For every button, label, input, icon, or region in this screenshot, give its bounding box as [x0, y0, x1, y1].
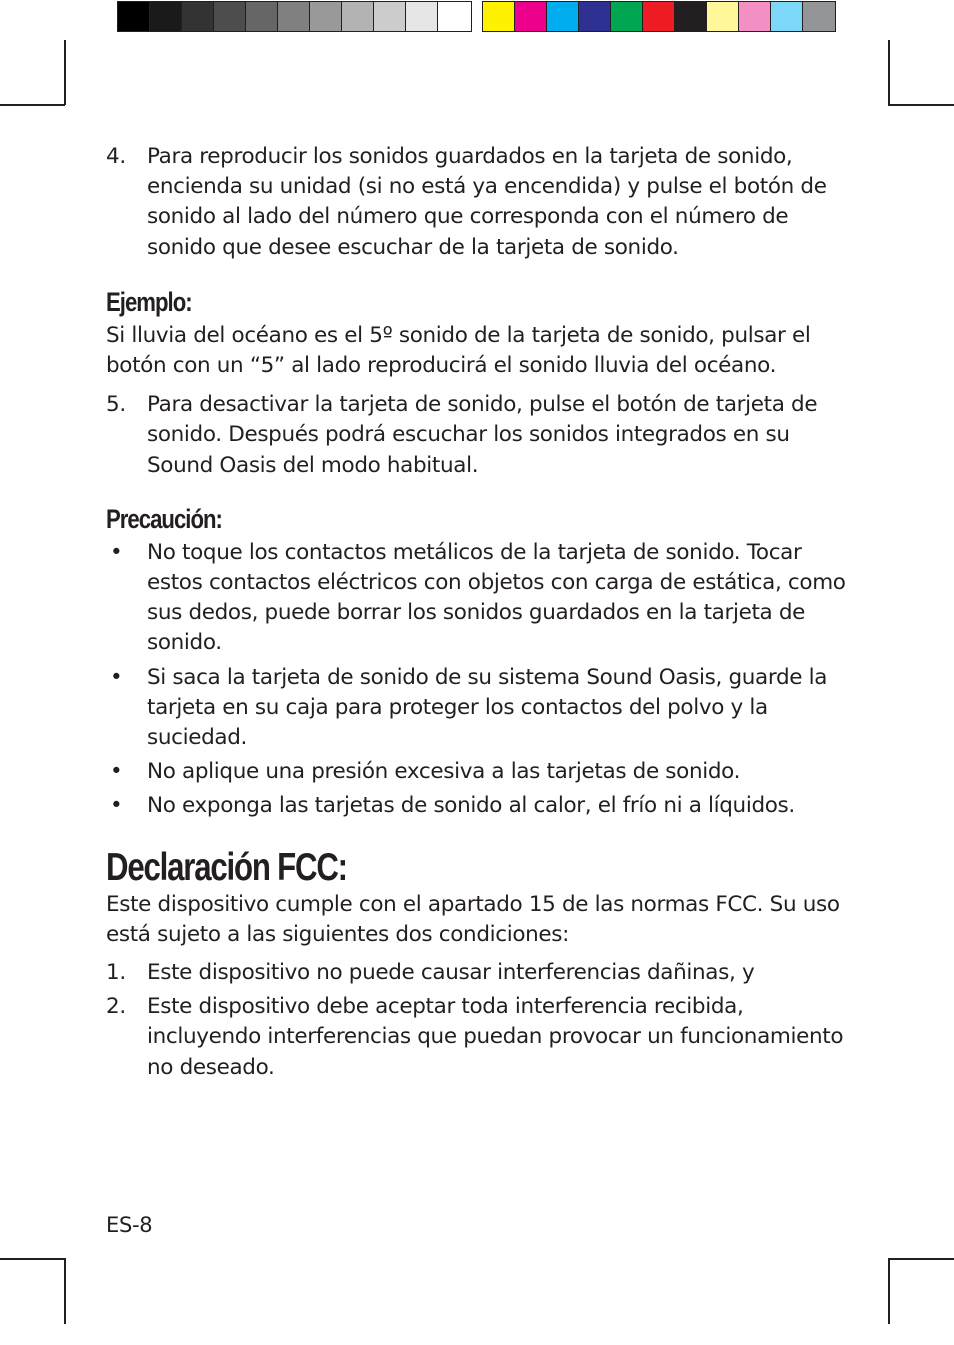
fcc-heading: Declaración FCC:: [106, 845, 347, 889]
caution-item-text: No aplique una presión excesiva a las tarjetas de sonido.: [147, 759, 741, 785]
crop-mark-bottom-left-vertical: [64, 1258, 66, 1324]
fcc-condition: [106, 958, 846, 988]
caution-item: [106, 663, 846, 754]
gray-swatch: [150, 2, 182, 31]
gray-swatch: [310, 2, 342, 31]
crop-mark-bottom-right-vertical: [888, 1258, 890, 1324]
fcc-condition: [106, 992, 846, 1083]
crop-mark-top-right-horizontal: [888, 104, 954, 106]
gray-swatch: [406, 2, 438, 31]
caution-item: [106, 791, 846, 821]
page-content: [106, 142, 846, 1083]
color-swatch: [803, 2, 835, 31]
gray-swatch: [342, 2, 374, 31]
crop-mark-bottom-right-horizontal: [888, 1258, 954, 1260]
step-text: Para desactivar la tarjeta de sonido, pulse el botón de tarjeta de sonido. Después podrá escuchar los sonidos integrados en su Sound Oasis del modo habitual.: [147, 392, 818, 478]
caution-heading: Precaución:: [106, 503, 222, 534]
step-text: Para reproducir los sonidos guardados en la tarjeta de sonido, encienda su unidad (si no está ya encendida) y pulse el botón de sonido al lado del número que corresponda con el número de sonido que desee escuchar de la tarjeta de sonido.: [147, 144, 827, 260]
bullet-marker: •: [110, 539, 123, 565]
color-calibration-bar: [482, 1, 836, 32]
gray-swatch: [374, 2, 406, 31]
step-number: 5.: [106, 392, 126, 418]
color-swatch: [707, 2, 739, 31]
condition-number: 1.: [106, 960, 126, 986]
example-text: Si lluvia del océano es el 5º sonido de la tarjeta de sonido, pulsar el botón con un “5” al lado reproducirá el sonido lluvia del océano.: [106, 322, 811, 379]
caution-item-text: No toque los contactos metálicos de la tarjeta de sonido. Tocar estos contactos eléctricos con objetos con carga de estática, como sus dedos, puede borrar los sonidos guardados en la tarjeta de sonido.: [147, 539, 846, 656]
step-4: [106, 142, 846, 263]
color-swatch: [483, 2, 515, 31]
crop-mark-top-right-vertical: [888, 40, 890, 105]
bullet-marker: •: [110, 793, 123, 819]
color-swatch: [643, 2, 675, 31]
color-swatch: [675, 2, 707, 31]
bullet-marker: •: [110, 664, 123, 690]
gray-swatch: [214, 2, 246, 31]
condition-number: 2.: [106, 994, 126, 1020]
caution-item: [106, 757, 846, 787]
color-swatch: [547, 2, 579, 31]
step-5: [106, 390, 846, 481]
crop-mark-top-left-horizontal: [0, 104, 65, 106]
gray-swatch: [278, 2, 310, 31]
gray-swatch: [118, 2, 150, 31]
fcc-intro: Este dispositivo cumple con el apartado 15 de las normas FCC. Su uso está sujeto a las siguientes dos condiciones:: [106, 891, 840, 947]
gray-swatch: [438, 2, 470, 31]
color-swatch: [579, 2, 611, 31]
example-heading: Ejemplo:: [106, 286, 192, 317]
gray-swatch: [182, 2, 214, 31]
color-swatch: [611, 2, 643, 31]
condition-text: Este dispositivo debe aceptar toda interferencia recibida, incluyendo interferencias que puedan provocar un funcionamiento no deseado.: [147, 994, 844, 1080]
gray-swatch: [246, 2, 278, 31]
bullet-marker: •: [110, 759, 123, 785]
caution-item-text: No exponga las tarjetas de sonido al calor, el frío ni a líquidos.: [147, 793, 795, 819]
crop-mark-bottom-left-horizontal: [0, 1258, 65, 1260]
caution-item: [106, 538, 846, 659]
grayscale-calibration-bar: [117, 1, 472, 32]
step-number: 4.: [106, 144, 126, 169]
color-swatch: [771, 2, 803, 31]
color-swatch: [739, 2, 771, 31]
color-swatch: [515, 2, 547, 31]
crop-mark-top-left-vertical: [64, 40, 66, 105]
caution-item-text: Si saca la tarjeta de sonido de su sistema Sound Oasis, guarde la tarjeta en su caja para proteger los contactos del polvo y la suciedad.: [147, 664, 828, 751]
page-number: ES-8: [106, 1213, 153, 1237]
condition-text: Este dispositivo no puede causar interferencias dañinas, y: [147, 960, 755, 986]
